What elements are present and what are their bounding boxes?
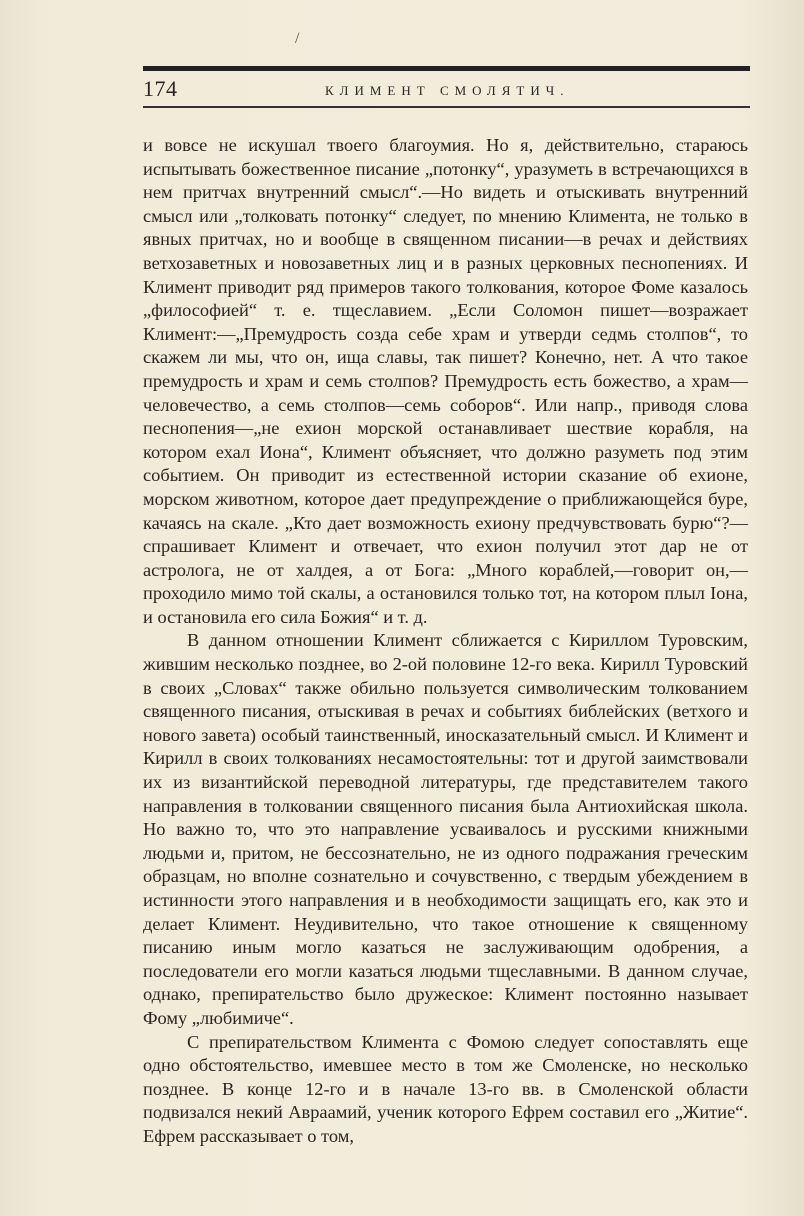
running-head: КЛИМЕНТ СМОЛЯТИЧ.	[325, 83, 570, 98]
body-text	[143, 134, 748, 1149]
header-bottom-rule	[143, 106, 750, 108]
paragraph-1: и вовсе не искушал твоего благоумия. Но я, действительно, стараюсь испытывать божественное писание „потонку“, уразуметь в встречающихся в нем притчах внутренний смысл“.—Но видеть и отыскивать внутренний смысл или „толковать потонку“ следует, по мнению Климента, не только в явных притчах, но и вообще в священном писании—в речах и действиях ветхозаветных и новозаветных лиц и в разных церковных песнопениях. И Климент приводит ряд примеров такого толкования, которое Фоме казалось „философией“ т. е. тщеславием. „Если Соломон пишет—возражает Климент:—„Премудрость созда себе храм и утверди седмь столпов“, то скажем ли мы, что он, ища славы, так пишет? Конечно, нет. А что такое премудрость и храм и семь столпов? Премудрость есть божество, а храм—человечество, а семь столпов—семь соборов“. Или напр., приводя слова песнопения—„не ехион морской останавливает шествие корабля, на котором ехал Иона“, Климент объясняет, что должно разуметь под этим событием. Он приводит из естественной истории сказание об ехионе, морском животном, которое дает предупреждение о приближающейся буре, качаясь на скале. „Кто дает возможность ехиону предчувствовать бурю“?—спрашивает Климент и отвечает, что ехион получил этот дар не от астролога, не от халдея, а от Бога: „Много кораблей,—говорит он,—проходило мимо той скалы, а остановился только тот, на котором плыл Іона, и остановила его сила Божия“ и т. д.	[143, 135, 748, 627]
header-top-rule	[143, 66, 750, 71]
page-header	[143, 74, 750, 104]
paragraph-3: С препирательством Климента с Фомою следует сопоставлять еще одно обстоятельство, имевшее место в том же Смоленске, но несколько позднее. В конце 12-го и в начале 13-го вв. в Смоленской области подвизался некий Авраамий, ученик которого Ефрем составил его „Житие“. Ефрем рассказывает о том,	[143, 1031, 748, 1146]
pencil-mark: /	[295, 30, 300, 47]
paragraph-2: В данном отношении Климент сближается с Кириллом Туровским, жившим несколько позднее, во 2-ой половине 12-го века. Кирилл Туровский в своих „Словах“ также обильно пользуется символическим толкованием священного писания, отыскивая в речах и событиях библейских (ветхого и нового завета) особый таинственный, иносказательный смысл. И Климент и Кирилл в своих толкованиях несамостоятельны: тот и другой заимствовали их из византийской переводной литературы, где представителем такого направления в толковании священного писания была Антиохийская школа. Но важно то, что это направление усваивалось и русскими книжными людьми и, притом, не бессознательно, не из одного подражания греческим образцам, но вполне сознательно и сочувственно, с твердым убеждением в истинности этого направления и в необходимости защищать его, как это и делает Климент. Неудивительно, что такое отношение к священному писанию иным могло казаться не заслуживающим одобрения, а последователи его могли казаться людьми тщеславными. В данном случае, однако, препирательство было дружеское: Климент постоянно называет Фому „любимиче“.	[143, 630, 748, 1028]
page-number: 174	[143, 76, 178, 101]
